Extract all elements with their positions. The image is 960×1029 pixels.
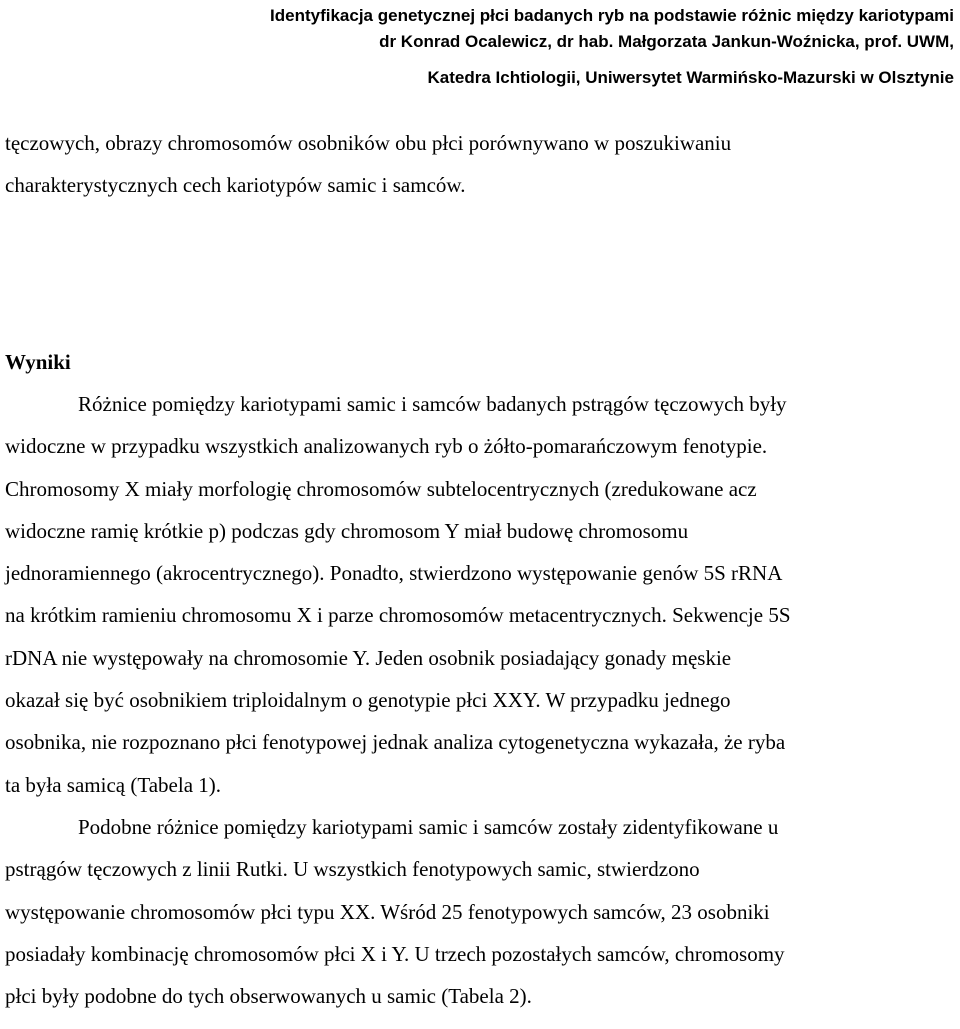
results-paragraph-1 [5,383,946,806]
header-affiliation: Katedra Ichtiologii, Uniwersytet Warmińsko-Mazurski w Olsztynie [427,68,954,87]
intro-paragraph [5,122,948,207]
text-line: okazał się być osobnikiem triploidalnym o genotypie płci XXY. W przypadku jednego [5,688,731,713]
text-line: charakterystycznych cech kariotypów samic i samców. [5,173,466,198]
text-line: na krótkim ramieniu chromosomu X i parze chromosomów metacentrycznych. Sekwencje 5S [5,603,791,628]
text-line: Podobne różnice pomiędzy kariotypami samic i samców zostały zidentyfikowane u [78,814,779,839]
header-authors: dr Konrad Ocalewicz, dr hab. Małgorzata Jankun-Woźnicka, prof. UWM, [379,32,954,51]
results-section [5,383,946,1017]
text-line: posiadały kombinację chromosomów płci X i Y. U trzech pozostałych samców, chromosomy [5,941,785,966]
text-line: widoczne ramię krótkie p) podczas gdy chromosom Y miał budowę chromosomu [5,518,689,543]
text-line: osobnika, nie rozpoznano płci fenotypowej jednak analiza cytogenetyczna wykazała, że ryba [5,730,786,755]
text-line: Różnice pomiędzy kariotypami samic i samców badanych pstrągów tęczowych były [78,392,787,416]
text-line: ta była samicą (Tabela 1). [5,772,222,797]
text-line: jednoramiennego (akrocentrycznego). Ponadto, stwierdzono występowanie genów 5S rRNA [5,561,783,586]
section-heading: Wyniki [5,350,71,374]
header-title: Identyfikacja genetycznej płci badanych ryb na podstawie różnic między kariotypami [270,6,954,25]
text-line: widoczne w przypadku wszystkich analizowanych ryb o żółto-pomarańczowym fenotypie. [5,434,768,459]
results-paragraph-2 [5,806,946,1017]
running-header [0,0,960,91]
text-line: Chromosomy X miały morfologię chromosomów subtelocentrycznych (zredukowane acz [5,476,757,501]
text-line: tęczowych, obrazy chromosomów osobników obu płci porównywano w poszukiwaniu [5,131,732,155]
text-line: pstrągów tęczowych z linii Rutki. U wszystkich fenotypowych samic, stwierdzono [5,857,700,882]
text-line: płci były podobne do tych obserwowanych u samic (Tabela 2). [5,984,532,1009]
text-line: występowanie chromosomów płci typu XX. Wśród 25 fenotypowych samców, 23 osobniki [5,899,770,924]
text-line: rDNA nie występowały na chromosomie Y. Jeden osobnik posiadający gonady męskie [5,645,732,670]
